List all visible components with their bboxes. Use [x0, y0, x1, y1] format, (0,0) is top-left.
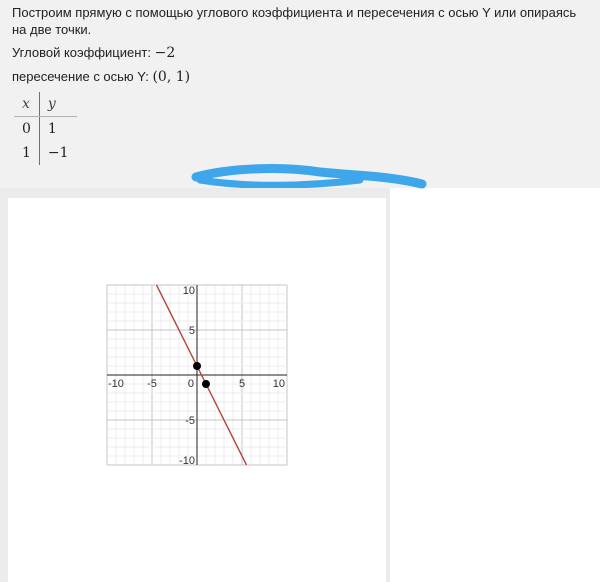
- graph-card: [8, 198, 386, 582]
- data-point: [193, 362, 201, 370]
- instruction-text: Построим прямую с помощью углового коэффициента и пересечения с осью Y или опираясь на две точки.: [12, 5, 577, 37]
- y-tick-label: 10: [182, 285, 195, 297]
- y-tick-label: 5: [188, 325, 195, 337]
- x-tick-label: 10: [272, 378, 285, 390]
- data-point: [202, 380, 210, 388]
- table-header-y: y: [39, 92, 76, 117]
- scribble-stroke: [200, 180, 360, 185]
- slope-label: Угловой коэффициент:: [12, 45, 155, 60]
- x-tick-label: 0: [187, 378, 194, 390]
- x-tick-label: -5: [147, 378, 157, 390]
- table-cell-x: 1: [14, 141, 39, 165]
- y-tick-label: -10: [179, 455, 195, 467]
- line-plot[interactable]: [8, 198, 386, 582]
- intercept-line: [12, 68, 592, 86]
- x-tick-label: -10: [108, 378, 124, 390]
- slope-value: −2: [154, 45, 176, 61]
- table-cell-x: 0: [14, 117, 39, 142]
- values-table: [14, 92, 77, 165]
- y-tick-label: -5: [185, 415, 195, 427]
- table-header-x: x: [14, 92, 39, 117]
- slope-line: [12, 44, 592, 62]
- solution-panel: [0, 0, 600, 188]
- table-header-row: [14, 92, 77, 117]
- intercept-value: (0, 1): [152, 69, 191, 85]
- intercept-label: пересечение с осью Y:: [12, 69, 153, 84]
- solution-text: [12, 4, 592, 86]
- table-cell-y: −1: [47, 145, 69, 161]
- table-cell-y: 1: [47, 121, 57, 137]
- table-row: [14, 117, 77, 142]
- table-row: [14, 141, 77, 165]
- x-tick-label: 5: [238, 378, 246, 390]
- graph-panel: [0, 188, 390, 582]
